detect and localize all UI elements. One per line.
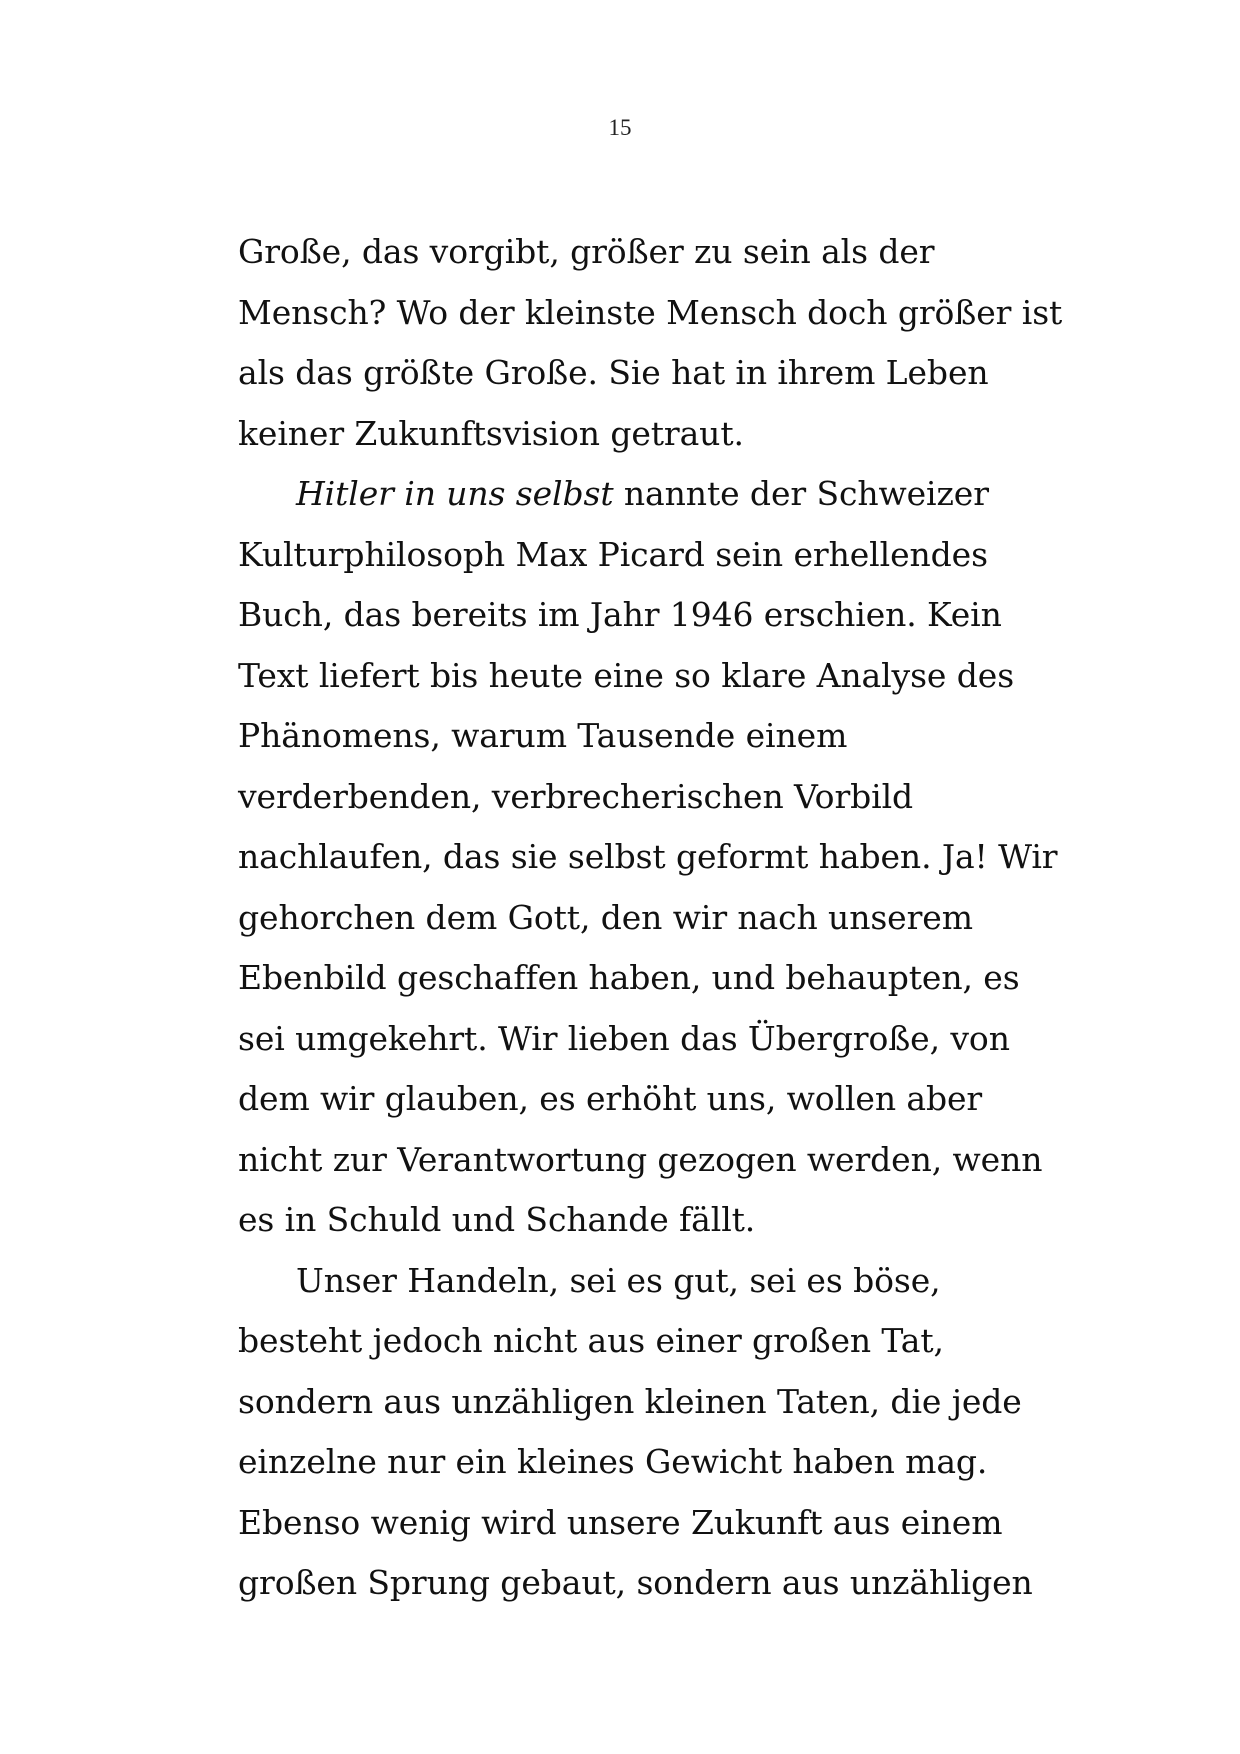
paragraph-start-line: Unser Handeln, sei es gut, sei es böse, <box>296 1260 941 1300</box>
paragraph-start-line <box>238 474 1018 535</box>
text-line: es in Schuld und Schande fällt. <box>238 1200 756 1239</box>
text-line: Große, das vorgibt, größer zu sein als der <box>238 232 935 271</box>
text-line: Phänomens, warum Tausende einem <box>238 716 848 755</box>
text-line: besteht jedoch nicht aus einer großen Tat, <box>238 1321 944 1360</box>
text-line: als das größte Große. Sie hat in ihrem Leben <box>238 353 989 392</box>
text-line: nicht zur Verantwortung gezogen werden, wenn <box>238 1139 1043 1179</box>
text-line: Ebenbild geschaffen haben, und behaupten, es <box>238 958 1020 997</box>
text-line: verderbenden, verbrecherischen Vorbild <box>238 776 914 816</box>
text-line: Text liefert bis heute eine so klare Analyse des <box>238 655 1015 695</box>
text-line: Buch, das bereits im Jahr 1946 erschien. Kein <box>238 595 1002 634</box>
text-line: dem wir glauben, es erhöht uns, wollen aber <box>238 1079 983 1118</box>
book-title: Hitler in uns selbst <box>296 474 614 513</box>
text-line: nachlaufen, das sie selbst geformt haben. Ja! Wir <box>238 837 1058 876</box>
body-text <box>238 232 1063 1624</box>
text-line: gehorchen dem Gott, den wir nach unserem <box>238 897 973 937</box>
page-number: 15 <box>608 115 632 140</box>
text-line: sondern aus unzähligen kleinen Taten, die jede <box>238 1381 1022 1421</box>
text-line: keiner Zukunftsvision getraut. <box>238 413 744 453</box>
text-line: Ebenso wenig wird unsere Zukunft aus einem <box>238 1502 1003 1542</box>
text-line: großen Sprung gebaut, sondern aus unzähligen <box>238 1563 1033 1602</box>
text-line: Kulturphilosoph Max Picard sein erhellendes <box>238 534 988 574</box>
text-line: sei umgekehrt. Wir lieben das Übergroße, von <box>238 1018 1010 1058</box>
text-line: Mensch? Wo der kleinste Mensch doch größer ist <box>238 292 1063 332</box>
text-segment: nannte der Schweizer <box>613 474 989 513</box>
text-line: einzelne nur ein kleines Gewicht haben mag. <box>238 1442 988 1481</box>
